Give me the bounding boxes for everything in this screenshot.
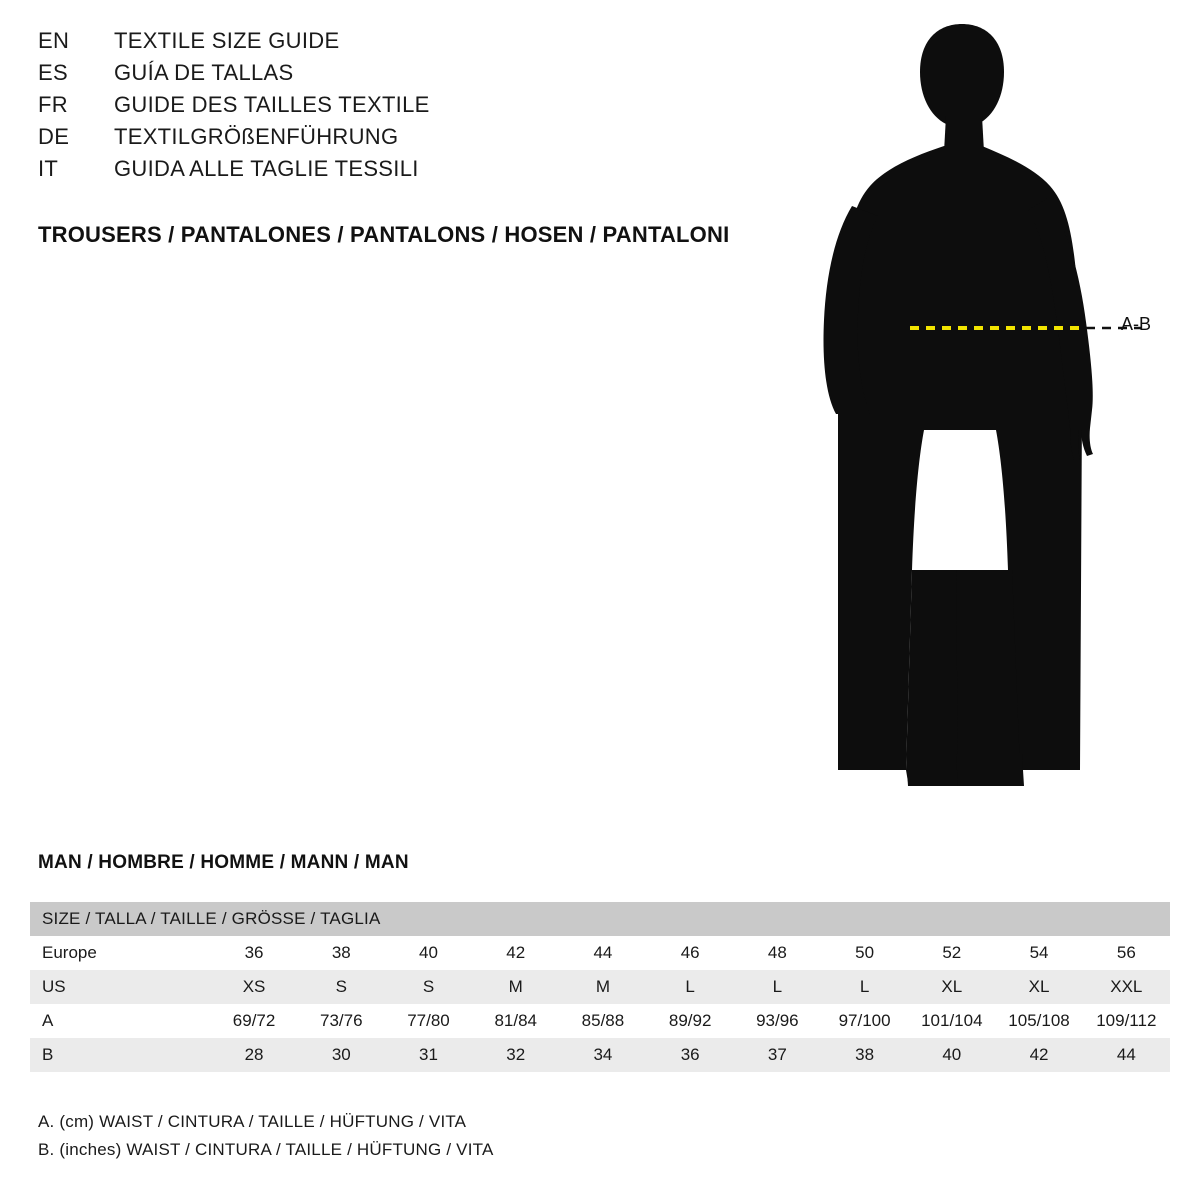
language-header-list — [38, 28, 798, 188]
table-row — [30, 936, 1170, 970]
row-label-europe: Europe — [30, 936, 210, 970]
cell: 93/96 — [734, 1004, 821, 1038]
language-code: ES — [38, 60, 68, 85]
cell: 40 — [385, 936, 472, 970]
garment-type-title: TROUSERS / PANTALONES / PANTALONS / HOSEN / PANTALONI — [38, 222, 730, 247]
cell: 34 — [559, 1038, 646, 1072]
cell: M — [559, 970, 646, 1004]
cell: XL — [995, 970, 1082, 1004]
cell: 56 — [1083, 936, 1170, 970]
cell: 81/84 — [472, 1004, 559, 1038]
table-header-cell: SIZE / TALLA / TAILLE / GRÖSSE / TAGLIA — [30, 902, 1170, 936]
cell: 44 — [559, 936, 646, 970]
man-silhouette-icon — [824, 24, 1094, 786]
language-title: TEXTILE SIZE GUIDE — [114, 28, 340, 53]
cell: 85/88 — [559, 1004, 646, 1038]
cell: 36 — [210, 936, 297, 970]
table-row — [30, 970, 1170, 1004]
cell: 54 — [995, 936, 1082, 970]
table-row — [30, 1004, 1170, 1038]
cell: 46 — [647, 936, 734, 970]
footnotes-block — [38, 1108, 494, 1164]
cell: 69/72 — [210, 1004, 297, 1038]
row-label-a: A — [30, 1004, 210, 1038]
size-table — [30, 902, 1170, 1072]
language-code: DE — [38, 124, 70, 149]
cell: 32 — [472, 1038, 559, 1072]
cell: 28 — [210, 1038, 297, 1072]
cell: 52 — [908, 936, 995, 970]
cell: 44 — [1083, 1038, 1170, 1072]
cell: 77/80 — [385, 1004, 472, 1038]
measurement-label-ab: A-B — [1121, 314, 1152, 334]
language-row-de — [38, 124, 798, 156]
language-code: FR — [38, 92, 68, 117]
size-table-container — [30, 902, 1170, 1072]
table-row — [30, 1038, 1170, 1072]
language-row-en — [38, 28, 798, 60]
cell: 31 — [385, 1038, 472, 1072]
cell: 30 — [298, 1038, 385, 1072]
cell: 109/112 — [1083, 1004, 1170, 1038]
cell: 42 — [995, 1038, 1082, 1072]
cell: S — [385, 970, 472, 1004]
table-caption-man: MAN / HOMBRE / HOMME / MANN / MAN — [38, 852, 409, 873]
cell: 38 — [821, 1038, 908, 1072]
cell: L — [821, 970, 908, 1004]
language-code: IT — [38, 156, 59, 181]
row-label-b: B — [30, 1038, 210, 1072]
cell: 101/104 — [908, 1004, 995, 1038]
table-header-row — [30, 902, 1170, 936]
cell: XS — [210, 970, 297, 1004]
cell: 48 — [734, 936, 821, 970]
cell: S — [298, 970, 385, 1004]
cell: 42 — [472, 936, 559, 970]
language-row-fr — [38, 92, 798, 124]
cell: 37 — [734, 1038, 821, 1072]
cell: 73/76 — [298, 1004, 385, 1038]
cell: XXL — [1083, 970, 1170, 1004]
language-row-it — [38, 156, 798, 188]
row-label-us: US — [30, 970, 210, 1004]
language-code: EN — [38, 28, 70, 53]
footnote-b: B. (inches) WAIST / CINTURA / TAILLE / HÜFTUNG / VITA — [38, 1140, 494, 1159]
cell: XL — [908, 970, 995, 1004]
language-title: GUIDA ALLE TAGLIE TESSILI — [114, 156, 419, 181]
male-figure-illustration — [790, 10, 1200, 800]
cell: 40 — [908, 1038, 995, 1072]
cell: 97/100 — [821, 1004, 908, 1038]
language-title: GUIDE DES TAILLES TEXTILE — [114, 92, 430, 117]
language-title: TEXTILGRÖßENFÜHRUNG — [114, 124, 399, 149]
cell: L — [734, 970, 821, 1004]
cell: 50 — [821, 936, 908, 970]
cell: 38 — [298, 936, 385, 970]
cell: 89/92 — [647, 1004, 734, 1038]
footnote-a: A. (cm) WAIST / CINTURA / TAILLE / HÜFTUNG / VITA — [38, 1112, 467, 1131]
cell: M — [472, 970, 559, 1004]
language-title: GUÍA DE TALLAS — [114, 60, 294, 85]
cell: 105/108 — [995, 1004, 1082, 1038]
language-row-es — [38, 60, 798, 92]
cell: 36 — [647, 1038, 734, 1072]
cell: L — [647, 970, 734, 1004]
